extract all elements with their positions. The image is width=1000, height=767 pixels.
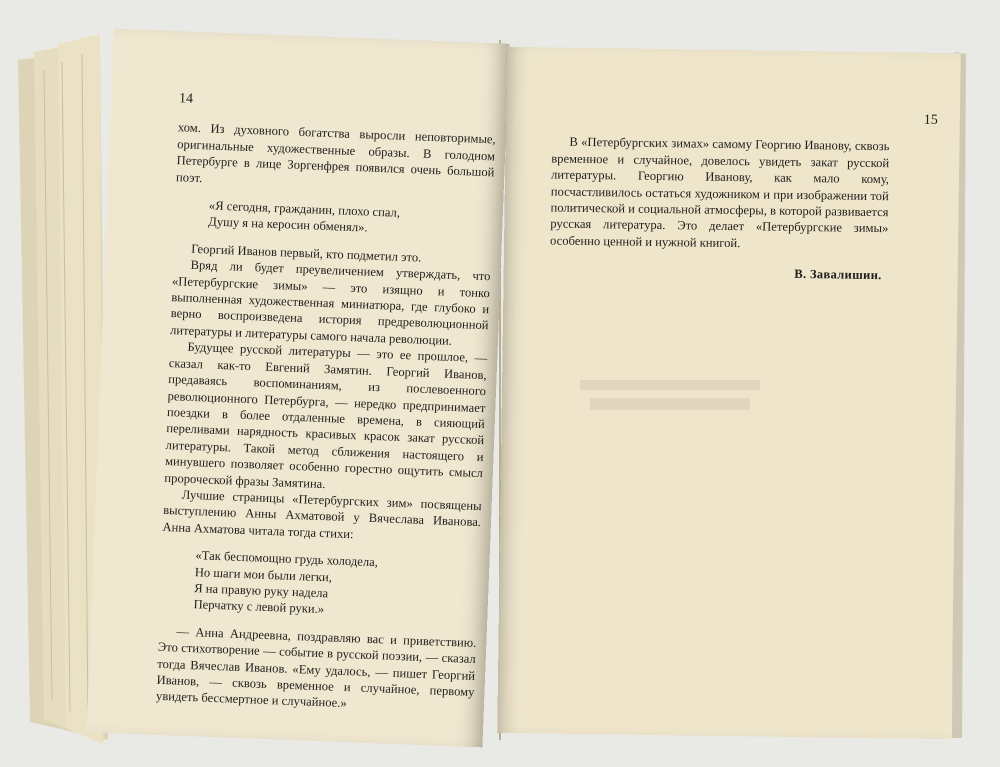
verse-line: Душу я на керосин обменял». [208,214,368,235]
bleed-through-shadow [580,378,760,412]
verse-akhmatova [193,547,479,623]
paragraph: Георгий Иванов первый, кто подметил это. [191,241,422,265]
verse-line: Но шаги мои были легки, [194,564,333,584]
author-signature: В. Завалишин. [794,267,882,283]
paragraph: Лучшие страницы «Петербургских зим» посвящены выступлению Анны Ахматовой у Вячеслава Иванова. Анна Ахматова читала тогда стихи: [162,487,482,541]
page-number-right: 15 [923,112,938,128]
verse-line: Перчатку с левой руки.» [193,597,325,617]
verse-line: Я на правую руку надела [193,581,329,601]
verse-line: «Так беспомощно грудь холодела, [195,548,379,570]
verse-line: «Я сегодня, гражданин, плохо спал, [208,198,401,220]
paragraph: — Анна Андреевна, поздравляю вас и приветствию. Это стихотворение — событие в русской поэзии, — сказал тогда Вячеслав Иванов. «Ему удалось, — пишет Георгий Иванов, — сквозь временное и случайное, первому увидеть бессмертное и случайное.» [155,624,477,711]
opening-paragraph: хом. Из духовного богатства выросли неповторимые, оригинальные художественные образы. В голодном Петербурге в лице Зоргенфрея появился очень большой поэт. [175,120,496,185]
page-number-left: 14 [178,91,194,107]
left-page [87,29,510,748]
paragraph: Будущее русской литературы — это ее прошлое, — сказал как-то Евгений Замятин. Георгий Иванов, предаваясь воспоминаниям, из послевоенного революционного Петербурга, — нередко предпринимает поездки в более отдаленные времена, в сияющий переливами нарядность красивых красок закат русской литературы. Такой метод сближения настоящего и минувшего позволяет особенно горестно ощутить смысл пророческой фразы Замятина. [164,340,488,491]
closing-paragraph: В «Петербургских зимах» самому Георгию Иванову, сквозь временное и случайное, довелось увидеть закат русской литературы. Георгию Иванову, как мало кому, посчастливилось остаться художником и при изображении той политической и социальной атмосферы, в которой развивается русская литература. Это делает «Петербургские зимы» особенно ценной и нужной книгой. [550,135,890,250]
paragraph: Вряд ли будет преувеличением утверждать, что «Петербургские зимы» — это изящно и тонко выполненная художественная миниатюра, где глубоко и верно воспроизведена история предреволюционной литературы и литературы самого начала революции. [169,258,491,348]
